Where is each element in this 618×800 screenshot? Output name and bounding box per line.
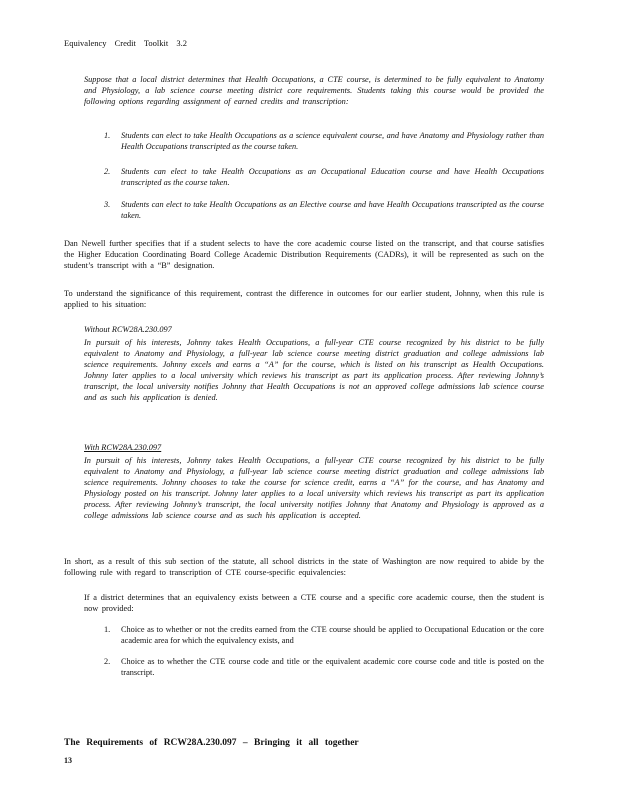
newell-paragraph: Dan Newell further specifies that if a student selects to have the core academic course listed on the transcript, and that course satisfies the Higher Education Coordinating Board College Academic Distribution Requirements (CADRs), it will be represented as such on the student’s transcript with a “B” designation.: [64, 239, 544, 270]
section-footer-title: The Requirements of RCW28A.230.097 – Bringing it all together: [64, 738, 359, 748]
contrast-paragraph: To understand the significance of this requirement, contrast the difference in outcomes for our earlier student, Johnny, when this rule is applied to his situation:: [64, 289, 544, 309]
list-item-text: Students can elect to take Health Occupations as an Occupational Education course and have Health Occupations transcripted as the course taken.: [121, 167, 544, 187]
list-item: [104, 656, 544, 680]
list-item: [104, 166, 544, 190]
list-item-text: Students can elect to take Health Occupations as an Elective course and have Health Occupations transcripted as the course taken.: [121, 200, 544, 220]
list-number: 3.: [104, 200, 111, 209]
list-item-text: Choice as to whether the CTE course code and title or the equivalent academic core course code and title is posted on the transcript.: [121, 657, 544, 677]
list-number: 2.: [104, 657, 111, 666]
page-number: 13: [64, 756, 72, 765]
list-number: 2.: [104, 167, 111, 176]
intro-paragraph: Suppose that a local district determines that Health Occupations, a CTE course, is determined to be fully equivalent to Anatomy and Physiology, a lab science course meeting district core requirements. Students taking this course would be provided the following options regarding assignment of earned credits and transcription:: [84, 75, 544, 106]
with-heading: With RCW28A.230.097: [84, 443, 162, 452]
without-example-text: In pursuit of his interests, Johnny takes Health Occupations, a full-year CTE course recognized by his district to be fully equivalent to Anatomy and Physiology, a full-year lab science course meeting district graduation and college admissions lab science requirements. Johnny excels and earns a “A” for the course, which is listed on his transcript as Health Occupations. Johnny later applies to a local university which reviews his transcript as part its application process. After reviewing Johnny’s transcript, the local university notifies Johnny that Health Occupations is not an approved college admissions lab science course and as such his application is denied.: [84, 338, 544, 402]
list-number: 1.: [104, 131, 111, 140]
with-example-text: In pursuit of his interests, Johnny takes Health Occupations, a full-year CTE course recognized by his district to be fully equivalent to Anatomy and Physiology, a full-year lab science course meeting district graduation and college admissions lab science requirements. Johnny chooses to take the course for science credit, earns a “A” for the course, and has Anatomy and Physiology posted on his transcript. Johnny later applies to a local university which reviews his transcript as part its application process. After reviewing Johnny’s transcript, the local university notifies Johnny that Anatomy and Physiology is approved as a college admissions lab science course and as such his application is accepted.: [84, 456, 544, 520]
list-item: [104, 624, 544, 648]
without-heading: Without RCW28A.230.097: [84, 325, 172, 334]
list-item-text: Students can elect to take Health Occupations as a science equivalent course, and have Anatomy and Physiology rather than Health Occupations transcripted as the course taken.: [121, 131, 544, 151]
list-item: [104, 199, 544, 223]
summary-paragraph: In short, as a result of this sub section of the statute, all school districts in the state of Washington are now required to abide by the following rule with regard to transcription of CTE course-specific equivalencies:: [64, 557, 544, 577]
rule-paragraph: If a district determines that an equivalency exists between a CTE course and a specific core academic course, then the student is now provided:: [84, 593, 544, 613]
list-item: [104, 130, 544, 154]
list-item-text: Choice as to whether or not the credits earned from the CTE course should be applied to Occupational Education or the core academic area for which the equivalency exists, and: [121, 625, 544, 645]
list-number: 1.: [104, 625, 111, 634]
running-header: Equivalency Credit Toolkit 3.2: [64, 38, 188, 48]
